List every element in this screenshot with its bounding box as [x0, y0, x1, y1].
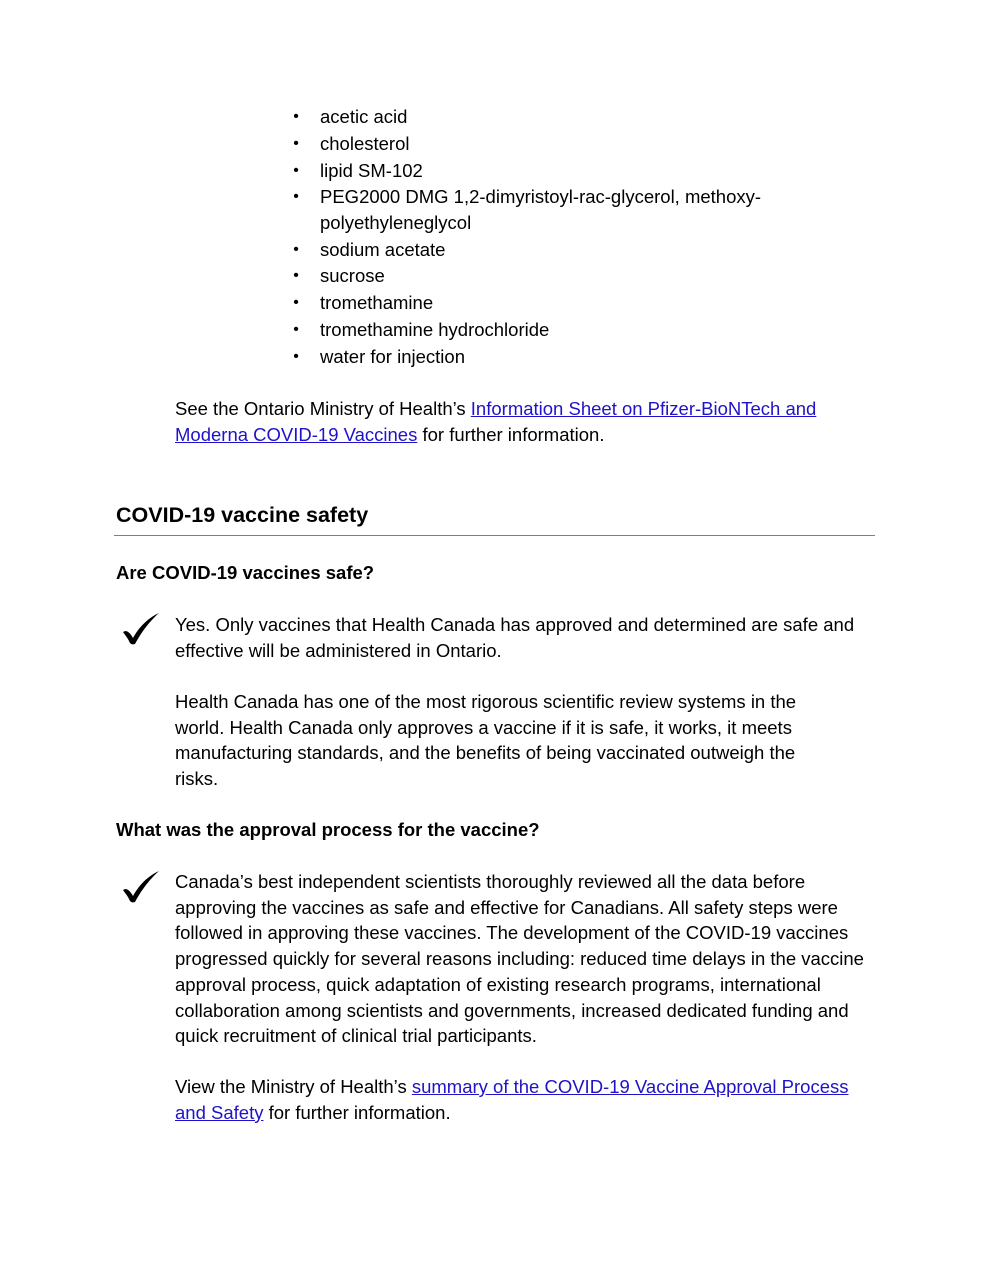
ingredient-label: sucrose	[320, 265, 385, 287]
ingredient-label: tromethamine	[320, 292, 434, 314]
view-more-paragraph	[175, 1074, 875, 1125]
list-item	[290, 290, 810, 316]
list-item	[290, 344, 810, 370]
ingredient-list	[290, 104, 810, 371]
answer-safe-paragraph-2: Health Canada has one of the most rigorous scientific review systems in the world. Health Canada only approves a vaccine if it is safe, it works, it meets manufacturing standards, and the benefits of being vaccinated outweigh the risks.	[175, 691, 797, 790]
info-sheet-link[interactable]: Information Sheet on Pfizer-BioNTech and Moderna COVID-19 Vaccines	[175, 398, 817, 445]
checkmark-icon	[120, 870, 162, 904]
bullet-icon: •	[293, 188, 299, 206]
question-heading-approval: What was the approval process for the vaccine?	[116, 819, 540, 840]
bullet-icon: •	[293, 240, 299, 258]
list-item	[290, 131, 810, 157]
answer-safe-paragraph-1: Yes. Only vaccines that Health Canada has approved and determined are safe and effective will be administered in Ontario.	[175, 614, 855, 661]
ingredient-label: PEG2000 DMG 1,2-dimyristoyl-rac-glycerol, methoxy-polyethyleneglycol	[320, 186, 762, 233]
list-item	[290, 184, 790, 235]
question-heading-safe: Are COVID-19 vaccines safe?	[116, 562, 375, 583]
see-more-paragraph	[175, 396, 875, 447]
approval-summary-link[interactable]: summary of the COVID-19 Vaccine Approval Process and Safety	[175, 1076, 849, 1123]
ingredient-label: tromethamine hydrochloride	[320, 319, 550, 341]
section-heading: COVID-19 vaccine safety	[116, 503, 369, 527]
bullet-icon: •	[293, 134, 299, 152]
section-divider	[114, 535, 875, 536]
bullet-icon: •	[293, 108, 299, 125]
ingredient-label: acetic acid	[320, 106, 408, 127]
list-item	[290, 237, 810, 263]
ingredient-label: sodium acetate	[320, 238, 446, 260]
see-more-prefix: See the Ontario Ministry of Health’s	[175, 398, 471, 419]
view-more-prefix: View the Ministry of Health’s	[175, 1076, 412, 1097]
bullet-icon: •	[293, 161, 299, 179]
list-item	[290, 158, 810, 184]
answer-approval-paragraph: Canada’s best independent scientists thoroughly reviewed all the data before approving the vaccines as safe and effective for Canadians. All safety steps were followed in approving these vaccines. The development of the COVID-19 vaccines progressed quickly for several reasons including: reduced time delays in the vaccine approval process, quick adaptation of existing research programs, international collaboration among scientists and governments, increased dedicated funding and quick recruitment of clinical trial participants.	[175, 871, 864, 1047]
checkmark-icon	[120, 612, 162, 646]
see-more-suffix: for further information.	[417, 423, 605, 445]
list-item	[290, 104, 810, 130]
bullet-icon: •	[293, 321, 299, 339]
ingredient-label: lipid SM-102	[320, 159, 423, 181]
bullet-icon: •	[293, 294, 299, 312]
view-more-suffix: for further information.	[263, 1101, 451, 1123]
bullet-icon: •	[293, 347, 299, 365]
list-item	[290, 263, 810, 289]
ingredient-label: cholesterol	[320, 132, 410, 154]
ingredient-label: water for injection	[320, 345, 465, 367]
list-item	[290, 317, 810, 343]
bullet-icon: •	[293, 267, 299, 285]
